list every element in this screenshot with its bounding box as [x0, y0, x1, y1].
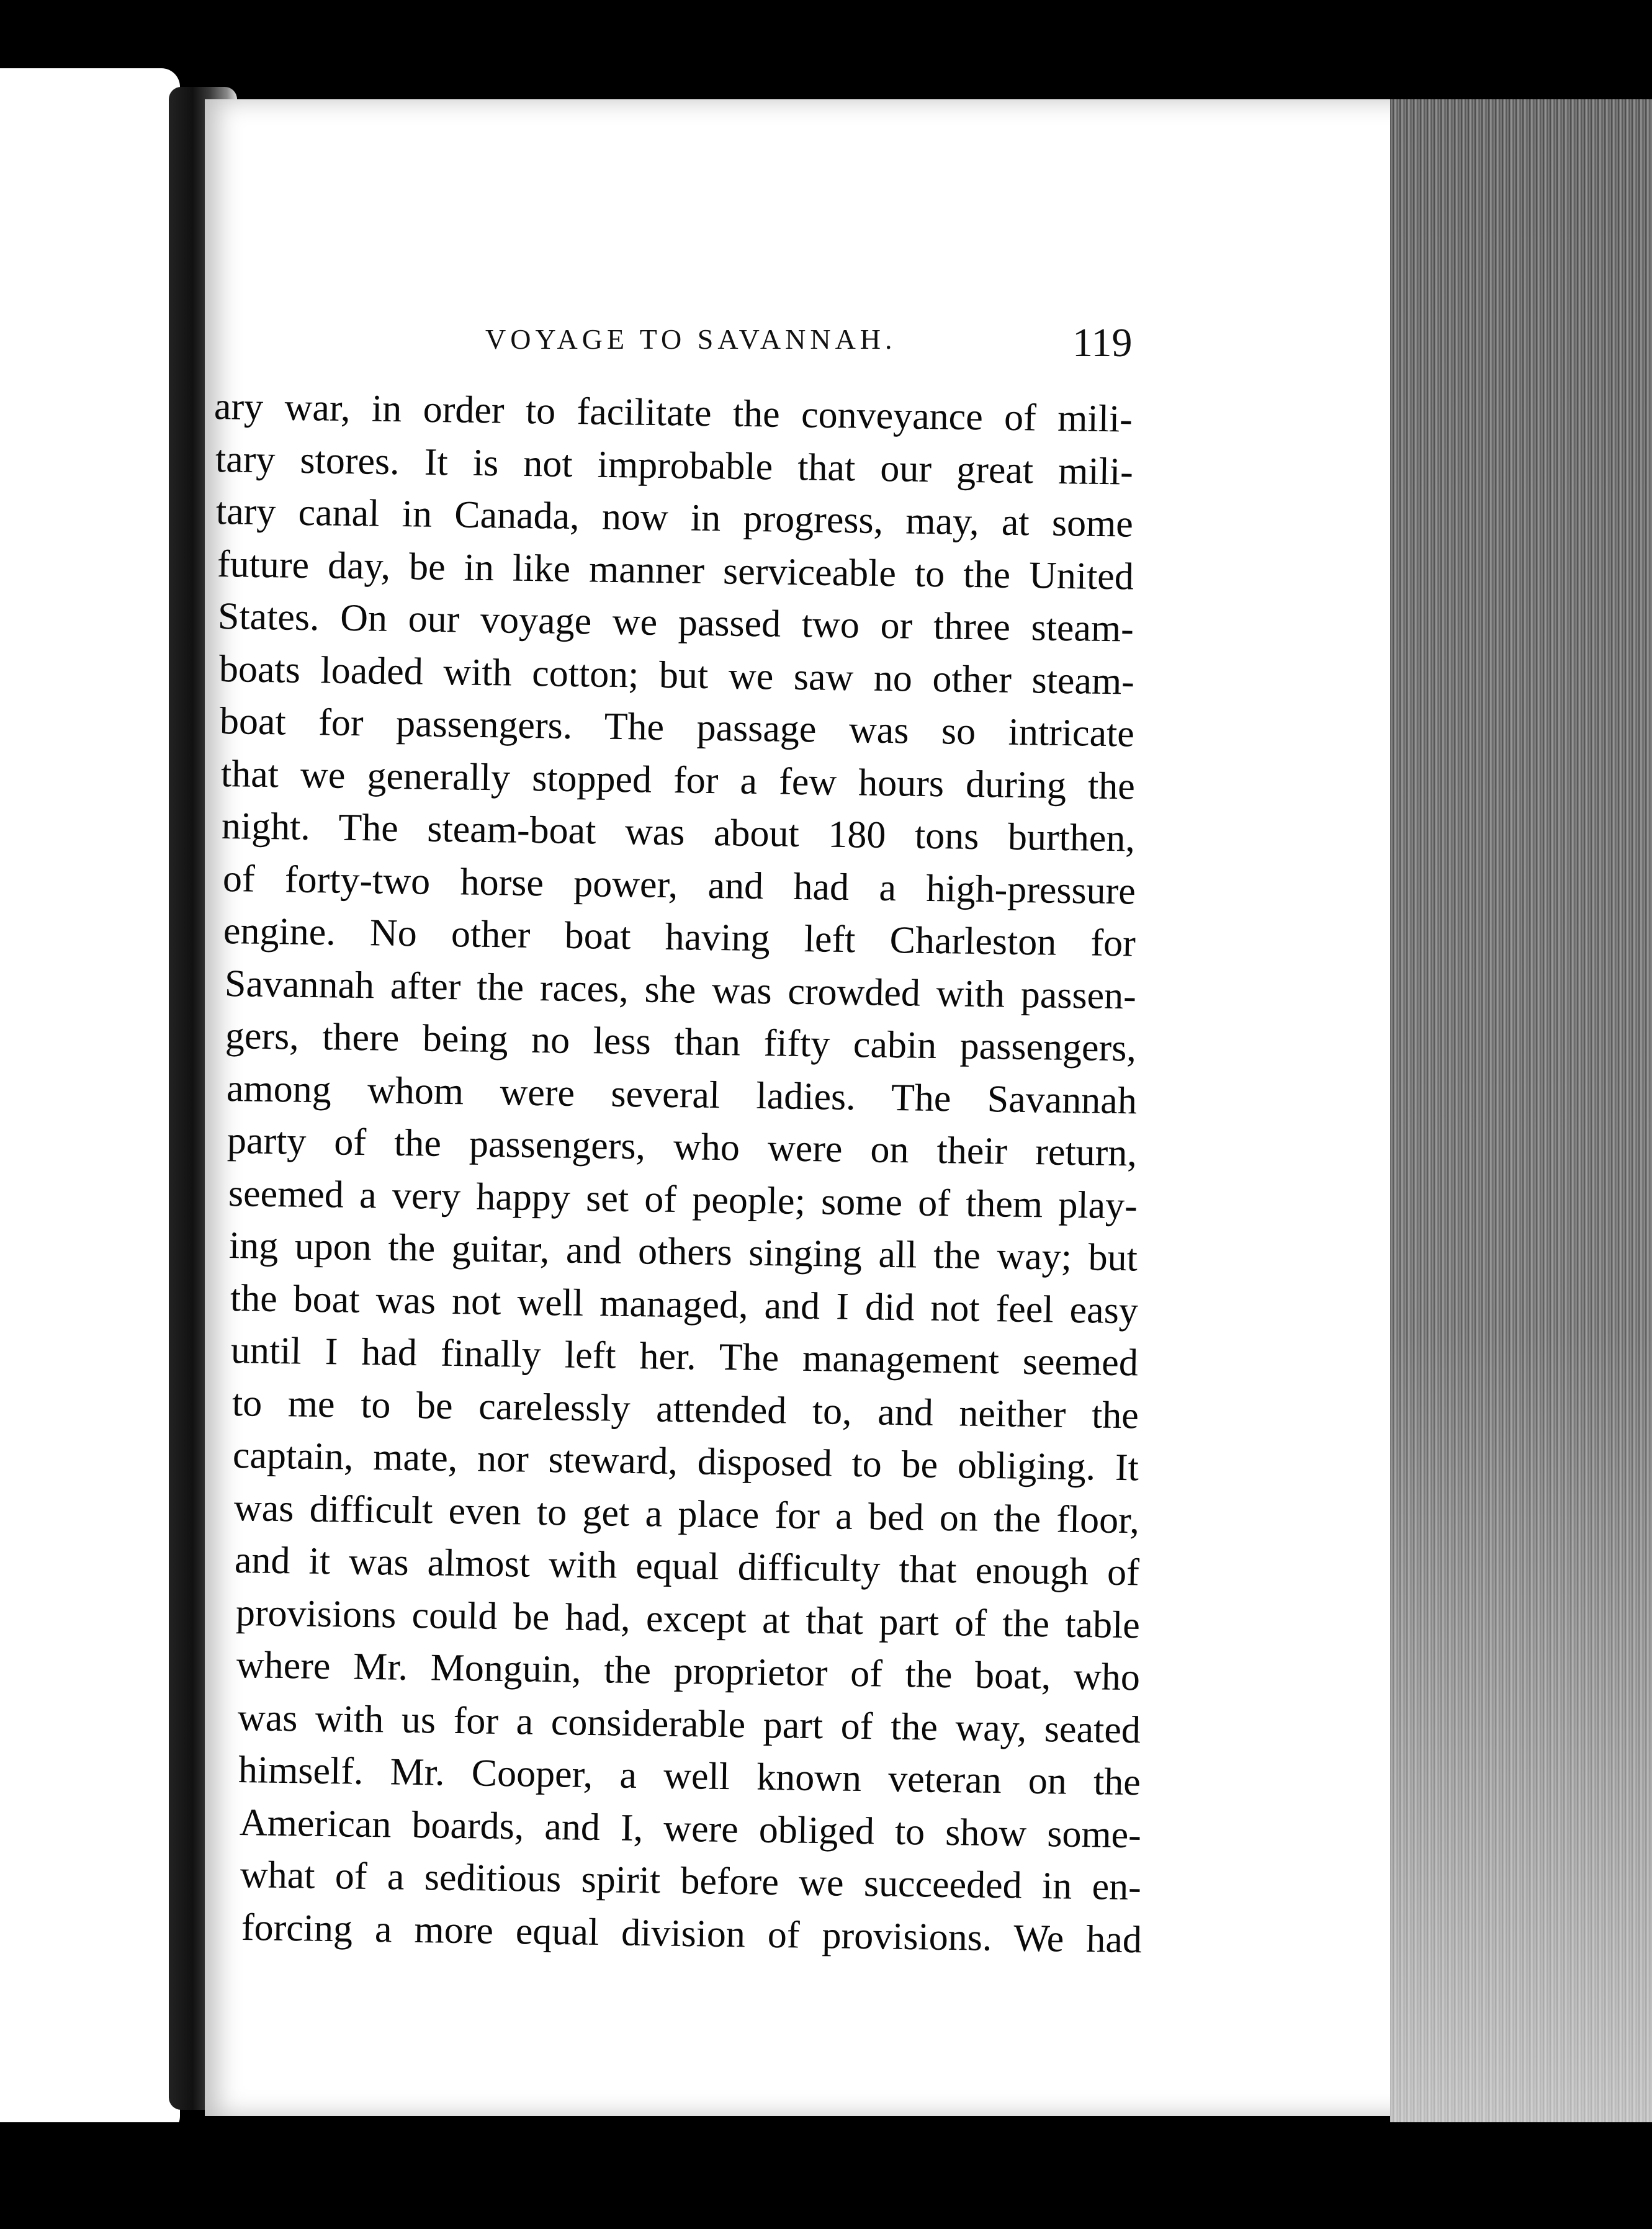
- body-line: of forty-two horse power, and had a high-pressure: [222, 857, 1136, 913]
- body-line: and it was almost with equal difficulty that enough of: [234, 1539, 1140, 1594]
- body-line: himself. Mr. Cooper, a well known veteran on the: [238, 1749, 1141, 1804]
- body-line: tary stores. It is not improbable that our great mili-: [215, 437, 1133, 493]
- body-line: until I had finally left her. The management seemed: [230, 1329, 1139, 1384]
- body-line: gers, there being no less than fifty cabin passengers,: [225, 1015, 1137, 1070]
- page-number: 119: [1072, 320, 1133, 366]
- body-line: the boat was not well managed, and I did not feel easy: [230, 1276, 1138, 1332]
- body-line: what of a seditious spirit before we succeeded in en-: [240, 1854, 1142, 1909]
- body-line: where Mr. Monguin, the proprietor of the boat, who: [236, 1644, 1141, 1699]
- running-title: VOYAGE TO SAVANNAH.: [485, 323, 897, 355]
- body-line: boats loaded with cotton; but we saw no other steam-: [218, 647, 1134, 703]
- left-facing-page: [0, 68, 180, 2135]
- page-edges-highlight: [1390, 99, 1652, 2147]
- body-line: to me to be carelessly attended to, and neither the: [231, 1381, 1139, 1437]
- body-line: ing upon the guitar, and others singing all the way; but: [228, 1224, 1138, 1280]
- body-line: Savannah after the races, she was crowded with passen-: [224, 962, 1136, 1018]
- body-line: ary war, in order to facilitate the conveyance of mili-: [213, 385, 1133, 441]
- body-line: States. On our voyage we passed two or three steam-: [217, 595, 1134, 650]
- body-line: provisions could be had, except at that part of the table: [235, 1591, 1140, 1646]
- body-line: forcing a more equal division of provisions. We had: [241, 1906, 1142, 1961]
- body-line: tary canal in Canada, now in progress, may, at some: [215, 490, 1134, 545]
- body-line: boat for passengers. The passage was so intricate: [219, 700, 1135, 755]
- body-line: American boards, and I, were obliged to show some-: [239, 1801, 1141, 1856]
- body-line: was with us for a considerable part of the way, seated: [237, 1696, 1141, 1751]
- body-line: that we generally stopped for a few hours during the: [220, 752, 1135, 808]
- body-line: night. The steam-boat was about 180 tons burthen,: [221, 805, 1136, 860]
- body-line: party of the passengers, who were on their return,: [227, 1119, 1138, 1175]
- scan-background: [0, 2122, 1652, 2229]
- body-line: among whom were several ladies. The Savannah: [226, 1067, 1137, 1122]
- body-line: captain, mate, nor steward, disposed to be obliging. It: [232, 1434, 1139, 1489]
- body-line: was difficult even to get a place for a bed on the floor,: [233, 1486, 1139, 1541]
- body-line: engine. No other boat having left Charleston for: [223, 910, 1136, 965]
- body-line: seemed a very happy set of people; some of them play-: [228, 1172, 1138, 1227]
- body-line: future day, be in like manner serviceable to the United: [217, 542, 1134, 598]
